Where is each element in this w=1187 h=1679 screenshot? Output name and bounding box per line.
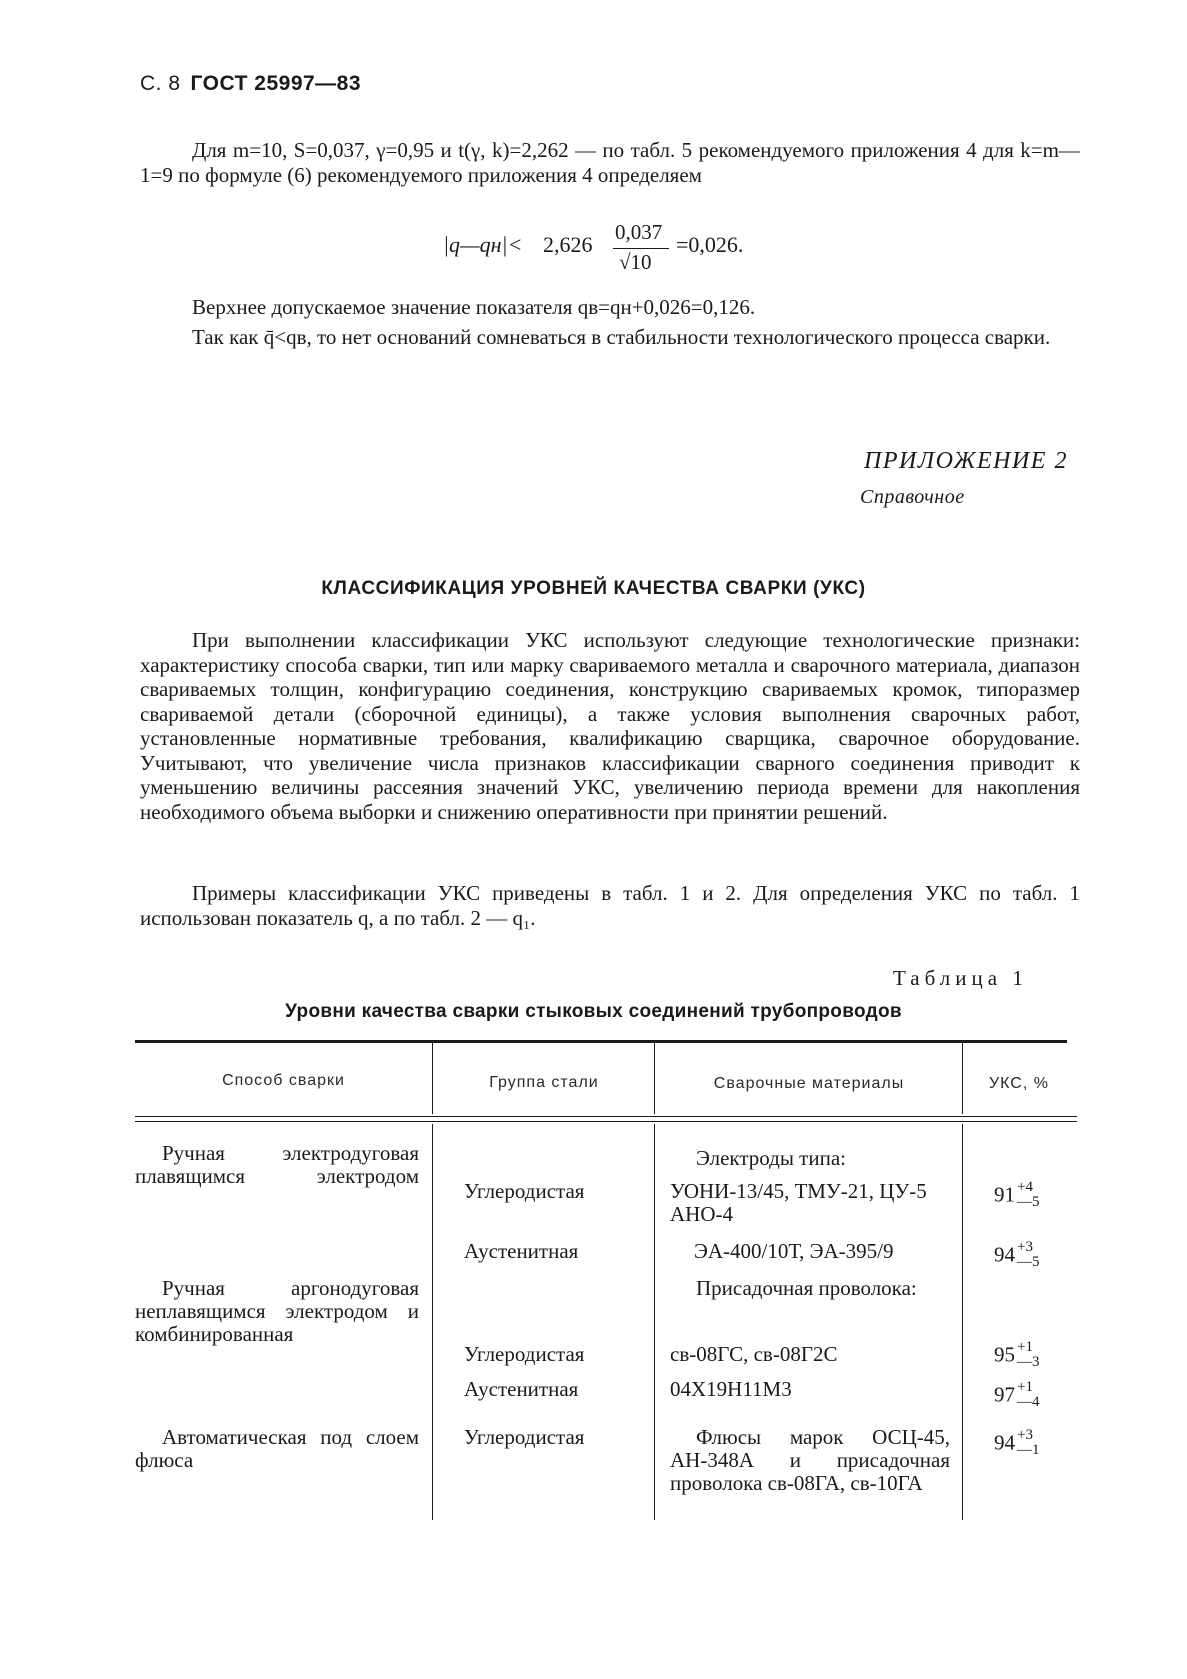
column-header-steel: Группа стали	[489, 1074, 599, 1091]
intro-paragraph: Для m=10, S=0,037, γ=0,95 и t(γ, k)=2,262 — по табл. 5 рекомендуемого приложения 4 для k=m—1=9 по формуле (6) рекомендуемого приложения 4 определяем	[140, 138, 1080, 187]
body-divider-2	[654, 1124, 655, 1520]
appendix-subtitle: Справочное	[860, 486, 965, 508]
table-label: Таблица 1	[893, 966, 1028, 990]
material-cell: св-08ГС, св-08Г2С	[670, 1342, 838, 1366]
formula-coefficient: 2,626	[543, 232, 593, 257]
section-title: КЛАССИФИКАЦИЯ УРОВНЕЙ КАЧЕСТВА СВАРКИ (УКС)	[321, 578, 866, 599]
body-divider-3	[962, 1124, 963, 1520]
method-manual-arc: Ручная электродуговая плавящимся электродом	[135, 1141, 419, 1188]
column-header-ukc: УКС, %	[989, 1075, 1049, 1092]
material-cell: 04Х19Н11М3	[670, 1377, 792, 1401]
formula-numerator: 0,037	[615, 220, 663, 244]
material-cell: УОНИ-13/45, ТМУ-21, ЦУ-5 АНО-4	[670, 1179, 927, 1226]
ukc-value: 94 +3 —5	[994, 1239, 1040, 1270]
steel-group: Углеродистая	[464, 1342, 585, 1366]
ukc-tolerance: +1 —4	[1017, 1379, 1040, 1410]
header-rule-2	[135, 1121, 1077, 1122]
page-number: С. 8	[140, 72, 181, 95]
page-header	[140, 72, 361, 96]
column-header-method: Способ сварки	[222, 1072, 345, 1089]
body-divider-1	[432, 1124, 433, 1520]
steel-group: Углеродистая	[464, 1179, 585, 1203]
formula-rhs: =0,026.	[676, 232, 744, 257]
material-cell: Флюсы марок ОСЦ-45, АН-348А и присадочная проволока св-08ГА, св-10ГА	[670, 1425, 950, 1495]
ukc-value: 94 +3 —1	[994, 1427, 1040, 1458]
table-top-rule	[135, 1040, 1067, 1043]
formula-denominator: √10	[619, 250, 652, 274]
ukc-tolerance: +4 —5	[1017, 1179, 1040, 1210]
header-divider-1	[432, 1043, 433, 1114]
conclusion-paragraph: Так как q̄<qв, то нет оснований сомневаться в стабильности технологического процесса сварки.	[192, 325, 1051, 349]
ukc-tolerance: +3 —1	[1017, 1427, 1040, 1458]
examples-paragraph: Примеры классификации УКС приведены в табл. 1 и 2. Для определения УКС по табл. 1 использован показатель q, а по табл. 2 — q₁.	[140, 881, 1080, 930]
header-rule-1	[135, 1116, 1077, 1117]
materials-heading-wire: Присадочная проволока:	[696, 1276, 917, 1300]
ukc-value: 95 +1 —3	[994, 1339, 1040, 1370]
ukc-tolerance: +1 —3	[1017, 1339, 1040, 1370]
table-title: Уровни качества сварки стыковых соединений трубопроводов	[285, 1001, 902, 1022]
ukc-value: 91 +4 —5	[994, 1179, 1040, 1210]
column-header-materials: Сварочные материалы	[713, 1075, 905, 1092]
material-cell: ЭА-400/10Т, ЭА-395/9	[694, 1239, 894, 1263]
method-manual-argon: Ручная аргонодуговая неплавящимся электродом и комбинированная	[135, 1276, 419, 1346]
upper-limit-line: Верхнее допускаемое значение показателя qв=qн+0,026=0,126.	[192, 295, 756, 319]
classification-paragraph: При выполнении классификации УКС используют следующие технологические признаки: характеристику способа сварки, тип или марку свариваемого металла и сварочного материала, диапазон свариваемых толщин, конфигурацию соединения, конструкцию свариваемых кромок, типоразмер свариваемой детали (сборочной единицы), а также условия выполнения сварочных работ, установленные нормативные требования, квалификацию сварщика, сварочное оборудование. Учитывают, что увеличение числа признаков классификации сварного соединения приводит к уменьшению величины рассеяния значений УКС, увеличению периода времени для накопления необходимого объема выборки и снижению оперативности при принятии решений.	[140, 628, 1080, 824]
header-divider-3	[962, 1043, 963, 1114]
appendix-title: ПРИЛОЖЕНИЕ 2	[864, 448, 1068, 474]
materials-heading-electrodes: Электроды типа:	[696, 1146, 846, 1170]
steel-group: Углеродистая	[464, 1425, 585, 1449]
fraction-bar	[613, 248, 669, 249]
standard-code: ГОСТ 25997—83	[190, 72, 362, 95]
header-divider-2	[654, 1043, 655, 1114]
steel-group: Аустенитная	[464, 1239, 579, 1263]
ukc-tolerance: +3 —5	[1017, 1239, 1040, 1270]
method-automatic-flux: Автоматическая под слоем флюса	[135, 1425, 419, 1472]
tolerance-formula	[443, 220, 803, 280]
steel-group: Аустенитная	[464, 1377, 579, 1401]
ukc-value: 97 +1 —4	[994, 1379, 1040, 1410]
formula-lhs: |q—qн|<	[443, 232, 523, 257]
